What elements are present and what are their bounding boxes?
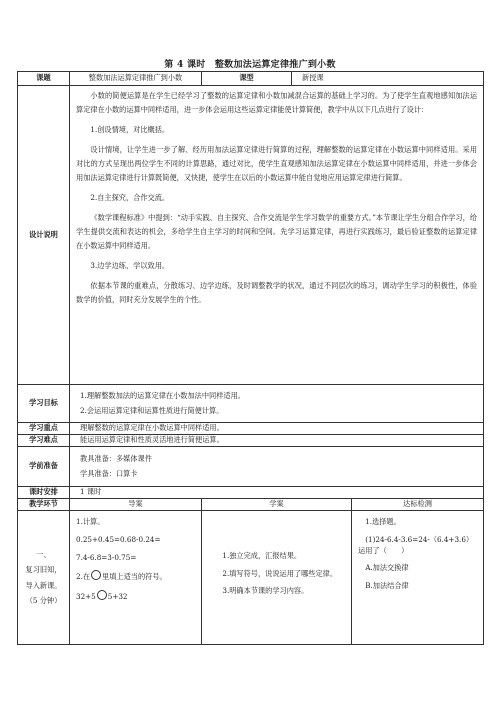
circle-blank-icon xyxy=(91,570,101,580)
phase1-name-line: 复习旧知， xyxy=(25,565,62,575)
goal-item: 2.会运用运算定律和运算性质进行简便计算。 xyxy=(80,405,224,415)
design-paragraph: 小数的简便运算是在学生已经学习了整数的运算定律和小数加减混合运算的基础上学习的。为了使学生直观地感知加法运算定律在小数的运算中同样适用，进一步体会运用这些运算定律能使计算简便，教学中从以下几点进行了设计： xyxy=(76,91,478,115)
guide-line xyxy=(76,570,197,583)
goals-label: 学习目标 xyxy=(18,385,70,423)
prep-content xyxy=(70,447,484,487)
goals-row xyxy=(18,385,484,423)
guide-line xyxy=(76,590,197,603)
guide-line: 1.计算。 xyxy=(76,517,105,526)
design-subheading: 3.边学边练，学以致用。 xyxy=(90,261,170,271)
difficulty-label: 学习难点 xyxy=(18,435,70,447)
page-title: 第 4 课时 整数加法运算定律推广到小数 xyxy=(164,60,336,70)
guide-text: 5+32 xyxy=(107,592,128,602)
student-prep: 学具准备：口算卡 xyxy=(80,468,138,478)
type-value: 新授课 xyxy=(292,72,484,86)
difficulty-row xyxy=(18,435,484,447)
phase1-check xyxy=(352,511,484,645)
topic-label: 课题 xyxy=(18,72,70,86)
guide-line: 0.25+0.45=0.68-0.24= xyxy=(76,534,161,544)
phase1-guide xyxy=(70,511,202,645)
study-line: 1.独立完成，汇报结果。 xyxy=(222,550,302,560)
check-header: 达标检测 xyxy=(352,499,484,511)
schedule-value: 1 课时 xyxy=(70,487,484,499)
phase1-row xyxy=(18,511,484,645)
phase1-name-line: 一、 xyxy=(36,550,51,560)
guide-line: 7.4-6.8=3-0.75= xyxy=(76,552,137,562)
check-line: A.加法交换律 xyxy=(365,563,409,573)
phase-header-row xyxy=(18,499,484,511)
phase1-name-line: （5 分钟） xyxy=(25,595,62,605)
key-point-label: 学习重点 xyxy=(18,423,70,435)
topic-row xyxy=(18,72,484,86)
design-subheading: 1.创设情境，对比概括。 xyxy=(90,125,170,135)
schedule-label: 课时安排 xyxy=(18,487,70,499)
guide-text: 32+5 xyxy=(76,592,96,602)
phase-header-label: 教学环节 xyxy=(18,499,70,511)
schedule-row xyxy=(18,487,484,499)
prep-label: 学前准备 xyxy=(18,447,70,487)
type-label: 课型 xyxy=(202,72,292,86)
check-line: B.加法结合律 xyxy=(365,581,409,591)
design-row xyxy=(18,86,484,385)
design-subheading: 2.自主探究，合作交流。 xyxy=(90,193,170,203)
topic-value: 整数加法运算定律推广到小数 xyxy=(70,72,202,86)
guide-header: 导案 xyxy=(70,499,202,511)
guide-text: 里填上适当的符号。 xyxy=(102,572,167,582)
study-header: 学案 xyxy=(202,499,352,511)
design-paragraph: 《数学课程标准》中提到：“动手实践、自主探究、合作交流是学生学习数学的重要方式。”本节课让学生分组合作学习，给学生提供交流和表达的机会，多给学生自主学习的时间和空间。先学习运算定律，再进行实践练习，最后验证整数的运算定律在小数运算中同样适用。 xyxy=(76,213,478,251)
study-line: 3.明确本节课的学习内容。 xyxy=(222,586,309,596)
check-line: (1)24-6.4-3.6=24-（6.4+3.6）运用了（ ） xyxy=(358,534,474,555)
circle-blank-icon xyxy=(97,590,107,600)
phase1-study xyxy=(202,511,352,645)
difficulty-value: 能运用运算定律和性质灵活地进行简便运算。 xyxy=(70,435,484,447)
design-label: 设计说明 xyxy=(18,86,70,385)
design-paragraph: 依据本节课的重难点，分散练习、边学边练，及时调整教学的状况，通过不同层次的练习，调动学生学习的积极性，体验数学的价值，同时充分发展学生的个性。 xyxy=(76,281,478,305)
goals-content xyxy=(70,385,484,423)
goal-item: 1.理解整数加法的运算定律在小数加法中同样适用。 xyxy=(80,391,245,401)
prep-row xyxy=(18,447,484,487)
key-point-value: 理解整数的运算定律在小数运算中同样适用。 xyxy=(70,423,484,435)
guide-text: 2.在 xyxy=(76,572,91,582)
phase1-name-line: 导入新课。 xyxy=(25,580,62,590)
key-point-row xyxy=(18,423,484,435)
study-line: 2.填写符号，说说运用了哪些定律。 xyxy=(222,568,338,578)
design-content xyxy=(70,86,484,385)
design-paragraph: 设计情境，让学生进一步了解、经历用加法运算定律进行简算的过程，理解整数的运算定律在小数运算中同样适用。采用对比的方式呈现出两位学生不同的计算思路，通过对比，使学生直观感知加法运算定律在小数运算中同样适用，并进一步体会用加法运算定律进行计算既简便，又快捷，使学生在以后的小数运算中能自觉地应用运算定律进行简算。 xyxy=(76,145,478,183)
lesson-plan-table xyxy=(17,71,484,645)
phase1-name xyxy=(18,511,70,645)
teacher-prep: 教具准备：多媒体课件 xyxy=(80,454,152,464)
check-line: 1.选择题。 xyxy=(365,517,401,526)
